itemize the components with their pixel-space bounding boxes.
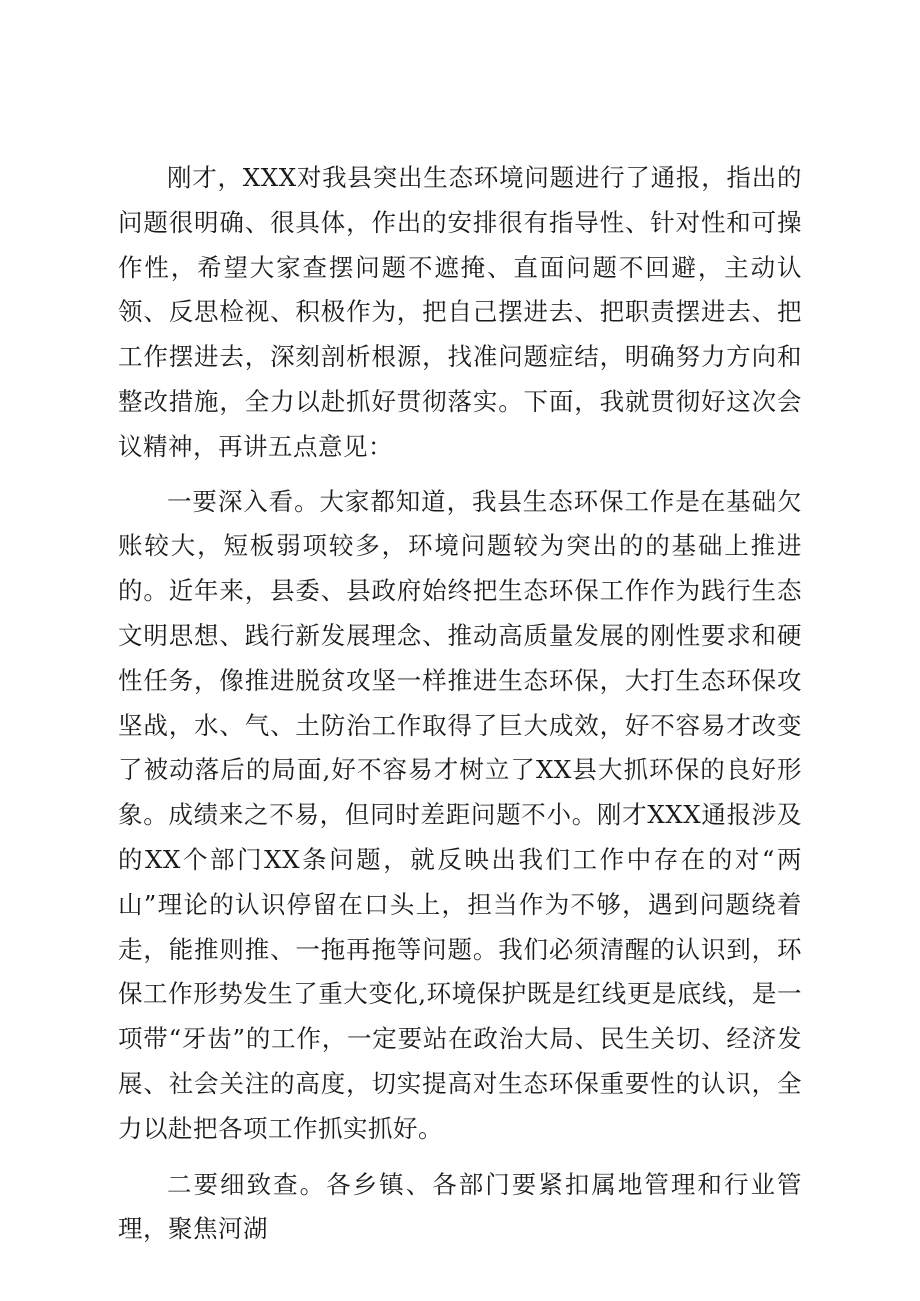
paragraph-point-one: 一要深入看。大家都知道，我县生态环保工作是在基础欠账较大，短板弱项较多，环境问题较为突出的的基础上推进的。近年来，县委、县政府始终把生态环保工作作为践行生态文明思想、践行新发展理念、推动高质量发展的刚性要求和硬性任务，像推进脱贫攻坚一样推进生态环保，大打生态环保攻坚战，水、气、土防治工作取得了巨大成效，好不容易才改变了被动落后的局面,好不容易才树立了XX县大抓环保的良好形象。成绩来之不易，但同时差距问题不小。刚才XXX通报涉及的XX个部门XX条问题，就反映出我们工作中存在的对“两山”理论的认识停留在口头上，担当作为不够，遇到问题绕着走，能推则推、一拖再拖等问题。我们必须清醒的认识到，环保工作形势发生了重大变化,环境保护既是红线更是底线，是一项带“牙齿”的工作，一定要站在政治大局、民生关切、经济发展、社会关注的高度，切实提高对生态环保重要性的认识，全力以赴把各项工作抓实抓好。 [118, 486, 802, 1143]
paragraph-opening: 刚才，XXX对我县突出生态环境问题进行了通报，指出的问题很明确、很具体，作出的安排很有指导性、针对性和可操作性，希望大家查摆问题不遮掩、直面问题不回避，主动认领、反思检视、积极作为，把自己摆进去、把职责摆进去、把工作摆进去，深刻剖析根源，找准问题症结，明确努力方向和整改措施，全力以赴抓好贯彻落实。下面，我就贯彻好这次会议精神，再讲五点意见： [118, 163, 802, 461]
paragraph-point-two: 二要细致查。各乡镇、各部门要紧扣属地管理和行业管理，聚焦河湖 [118, 1169, 802, 1244]
document-body [118, 156, 802, 1252]
